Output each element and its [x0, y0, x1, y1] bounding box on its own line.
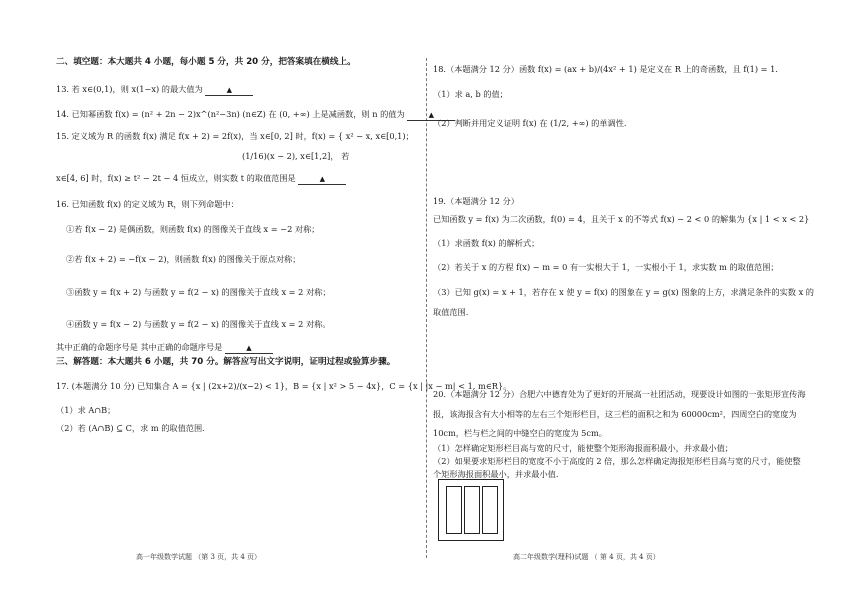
poster-column-middle — [464, 486, 480, 534]
question-20-line1: 20.（本题满分 12 分）合肥六中德育处为了更好的开展高一社团活动，现要设计如图的一张矩形宣传海 — [433, 389, 806, 399]
question-14-text: 14. 已知幂函数 f(x) = (n² + 2n − 2)x^(n²−3n) (n∈Z) 在 (0, +∞) 上是减函数，则 n 的值为 — [56, 109, 405, 119]
question-19-part-1: （1）求函数 f(x) 的解析式； — [433, 238, 540, 248]
question-18: 18.（本题满分 12 分）函数 f(x) = (ax + b)/(4x² + 1) 是定义在 R 上的奇函数，且 f(1) = 1. — [433, 64, 778, 74]
answer-blank-13[interactable] — [205, 84, 253, 96]
question-19-part-3-cont: 取值范围. — [433, 307, 469, 317]
poster-column-right — [482, 486, 498, 534]
question-20-line3: 10cm，栏与栏之间的中缝空白的宽度为 5cm。 — [433, 428, 607, 438]
answer-marker: ▲ — [246, 344, 252, 352]
question-20-part-2a: （2）如果要求矩形栏目的宽度不小于高度的 2 倍，那么怎样确定海报矩形栏目高与宽的尺寸，能使整 — [433, 456, 801, 466]
question-20-part-2b: 个矩形海报面积最小，并求最小值. — [433, 469, 559, 479]
answer-marker: ▲ — [319, 175, 326, 183]
answer-marker: ▲ — [428, 111, 434, 119]
page-footer-left: 高一年级数学试题 （第 3 页，共 4 页） — [136, 553, 262, 561]
question-14 — [56, 109, 455, 121]
question-19-stem: 已知函数 y = f(x) 为二次函数，f(0) = 4，且关于 x 的不等式 f(x) − 2 < 0 的解集为 {x | 1 < x < 2} — [433, 214, 810, 224]
question-17: 17. (本题满分 10 分) 已知集合 A = {x | (2x+2)/(x−2) < 1}，B = {x | x² > 5 − 4x}，C = {x | |x − m| < 1, m∈R}。 — [56, 381, 512, 391]
question-15-line2: (1/16)(x − 2), x∈[1,2]， 若 — [242, 151, 350, 161]
question-17-part-1: （1）求 A∩B； — [56, 405, 116, 415]
question-19-part-3: （3）已知 g(x) = x + 1，若存在 x 使 y = f(x) 的图象在 y = g(x) 图象的上方，求满足条件的实数 x 的 — [433, 287, 814, 297]
question-13 — [56, 84, 253, 96]
answer-blank-15[interactable] — [298, 173, 346, 185]
question-16-option-4: ④函数 y = f(x − 2) 与函数 y = f(2 − x) 的图像关于直线 x = 2 对称。 — [66, 319, 331, 329]
question-20-line2: 报，该海报含有大小相等的左右三个矩形栏目，这三栏的面积之和为 60000cm²，四周空白的宽度为 — [433, 409, 797, 419]
question-16: 16. 已知函数 f(x) 的定义域为 R，则下列命题中： — [56, 199, 239, 209]
section-2-heading: 二、填空题：本大题共 4 小题，每小题 5 分，共 20 分，把答案填在横线上。 — [56, 57, 356, 67]
question-16-option-1: ①若 f(x − 2) 是偶函数，则函数 f(x) 的图像关于直线 x = −2 对称； — [66, 224, 320, 234]
section-3-heading: 三、解答题：本大题共 6 小题，共 70 分。解答应写出文字说明，证明过程或验算步骤。 — [56, 357, 396, 367]
question-18-part-2: （2）判断并用定义证明 f(x) 在 (1/2, +∞) 的单调性. — [433, 118, 627, 128]
question-20-part-1: （1）怎样确定矩形栏目高与宽的尺寸，能使整个矩形海报面积最小，并求最小值； — [433, 443, 733, 453]
question-15-line3 — [56, 173, 346, 185]
answer-marker: ▲ — [226, 86, 233, 94]
question-16-option-2: ②若 f(x + 2) = −f(x − 2)，则函数 f(x) 的图像关于原点对称； — [66, 254, 301, 264]
page-footer-right: 高二年级数学(理科)试题 （ 第 4 页，共 4 页） — [513, 553, 660, 561]
poster-diagram — [438, 479, 504, 541]
question-19-part-2: （2）若关于 x 的方程 f(x) − m = 0 有一实根大于 1，一实根小于 1，求实数 m 的取值范围； — [433, 262, 779, 272]
question-19: 19.（本题满分 12 分） — [433, 196, 519, 206]
poster-column-left — [446, 486, 462, 534]
question-13-text: 13. 若 x∈(0,1)，则 x(1−x) 的最大值为 — [56, 84, 203, 94]
question-17-part-2: （2）若 (A∩B) ⊆ C，求 m 的取值范围. — [56, 423, 205, 433]
question-16-option-3: ③函数 y = f(x + 2) 与函数 y = f(2 − x) 的图像关于直线 x = 2 对称； — [66, 287, 331, 297]
question-15-text: x∈[4, 6] 时，f(x) ≥ t² − 2t − 4 恒成立，则实数 t 的取值范围是 — [56, 173, 296, 183]
question-16-answer — [56, 342, 273, 354]
question-15-line1: 15. 定义域为 R 的函数 f(x) 满足 f(x + 2) = 2f(x)，当 x∈[0, 2] 时，f(x) = { x² − x, x∈[0,1)； — [56, 131, 414, 141]
answer-blank-16[interactable] — [225, 342, 273, 354]
question-16-answer-text: 其中正确的命题序号是 其中正确的命题序号是 — [56, 342, 223, 352]
question-18-part-1: （1）求 a, b 的值； — [433, 89, 508, 99]
column-divider — [426, 58, 427, 558]
